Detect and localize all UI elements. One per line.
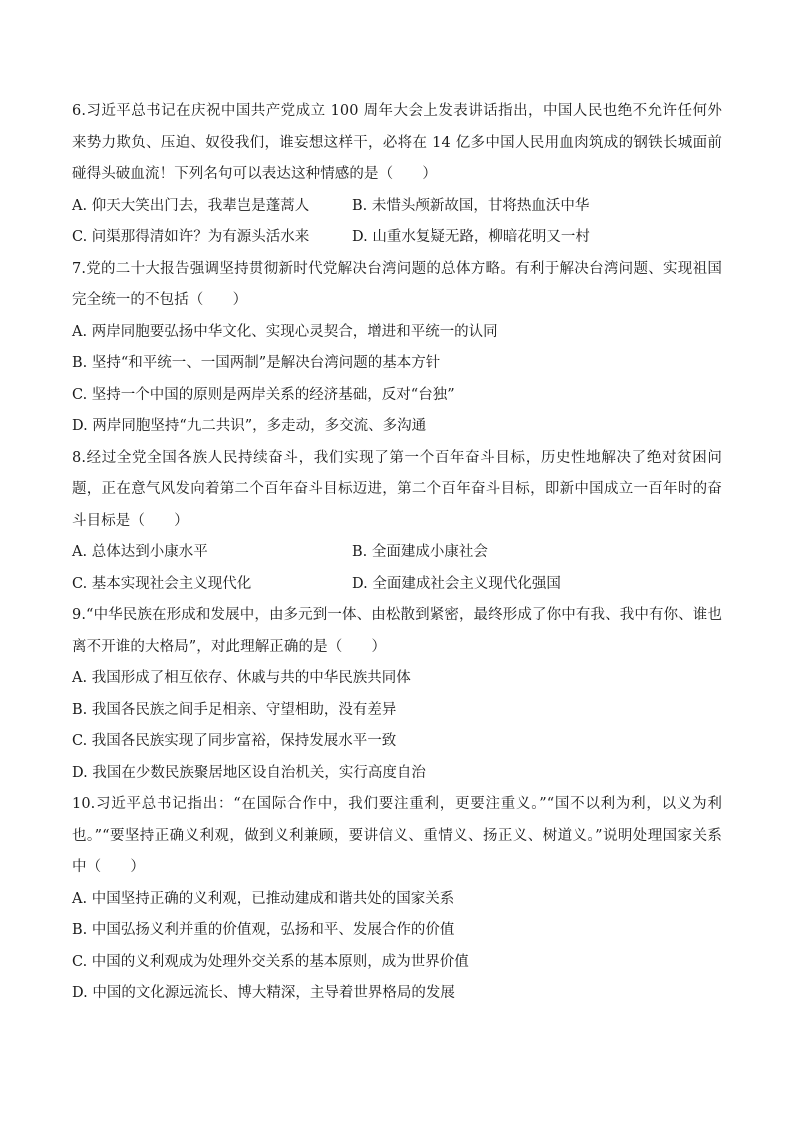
option-d: D. 我国在少数民族聚居地区设自治机关，实行高度自治: [72, 764, 426, 781]
option-c: C. 我国各民族实现了同步富裕，保持发展水平一致: [72, 733, 397, 749]
question-8: [72, 443, 722, 601]
option-list: [72, 884, 722, 1010]
question-stem: 6.习近平总书记在庆祝中国共产党成立 100 周年大会上发表讲话指出，中国人民也绝不允许任何外来势力欺负、压迫、奴役我们，谁妄想这样干，必将在 14 亿多中国人民用血肉筑成的钢铁长城面前碰得头破血流！下列名句可以表达这种情感的是（ ）: [72, 103, 722, 182]
option-d: D. 山重水复疑无路，柳暗花明又一村: [352, 229, 590, 245]
question-7: [72, 254, 722, 443]
option-a: A. 中国坚持正确的义利观，已推动建成和谐共处的国家关系: [72, 890, 455, 907]
option-b: B. 全面建成小康社会: [352, 544, 488, 560]
option-c: C. 中国的义利观成为处理外交关系的基本原则，成为世界价值: [72, 953, 469, 970]
question-6: [72, 96, 722, 254]
option-a: A. 总体达到小康水平: [72, 544, 208, 560]
option-b: B. 中国弘扬义利并重的价值观，弘扬和平、发展合作的价值: [72, 922, 455, 938]
option-b: B. 坚持“和平统一、一国两制”是解决台湾问题的基本方针: [72, 355, 441, 371]
option-c: C. 问渠那得清如许？为有源头活水来: [72, 229, 310, 245]
option-a: A. 我国形成了相互依存、休戚与共的中华民族共同体: [72, 670, 411, 686]
option-grid: [72, 191, 722, 254]
option-d: D. 全面建成社会主义现代化强国: [352, 575, 561, 592]
option-a: A. 两岸同胞要弘扬中华文化、实现心灵契合，增进和平统一的认同: [72, 323, 498, 340]
option-b: B. 未惜头颅新故国，甘将热血沃中华: [352, 197, 590, 214]
option-grid: [72, 537, 722, 600]
option-d: D. 中国的文化源远流长、博大精深，主导着世界格局的发展: [72, 985, 455, 1001]
question-stem: 10.习近平总书记指出：“在国际合作中，我们要注重利，更要注重义。”“国不以利为利，以义为利也。”“要坚持正确义利观，做到义利兼顾，要讲信义、重情义、扬正义、树道义。”说明处理国家关系中（ ）: [72, 796, 722, 875]
question-stem: 7.党的二十大报告强调坚持贯彻新时代党解决台湾问题的总体方略。有利于解决台湾问题、实现祖国完全统一的不包括（ ）: [72, 260, 722, 308]
question-stem: 8.经过全党全国各族人民持续奋斗，我们实现了第一个百年奋斗目标，历史性地解决了绝对贫困问题，正在意气风发向着第二个百年奋斗目标迈进，第二个百年奋斗目标，即新中国成立一百年时的奋斗目标是（ ）: [72, 449, 722, 529]
question-10: [72, 789, 722, 1010]
option-list: [72, 663, 722, 789]
question-stem: 9.“中华民族在形成和发展中，由多元到一体、由松散到紧密，最终形成了你中有我、我中有你、谁也离不开谁的大格局”，对此理解正确的是（ ）: [72, 607, 722, 655]
option-d: D. 两岸同胞坚持“九二共识”，多走动，多交流、多沟通: [72, 418, 427, 434]
option-a: A. 仰天大笑出门去，我辈岂是蓬蒿人: [72, 197, 310, 214]
option-c: C. 基本实现社会主义现代化: [72, 575, 252, 592]
option-list: [72, 317, 722, 443]
question-9: [72, 600, 722, 789]
option-c: C. 坚持一个中国的原则是两岸关系的经济基础，反对“台独”: [72, 386, 455, 403]
exam-page: [72, 96, 722, 1010]
option-b: B. 我国各民族之间手足相亲、守望相助，没有差异: [72, 701, 397, 718]
